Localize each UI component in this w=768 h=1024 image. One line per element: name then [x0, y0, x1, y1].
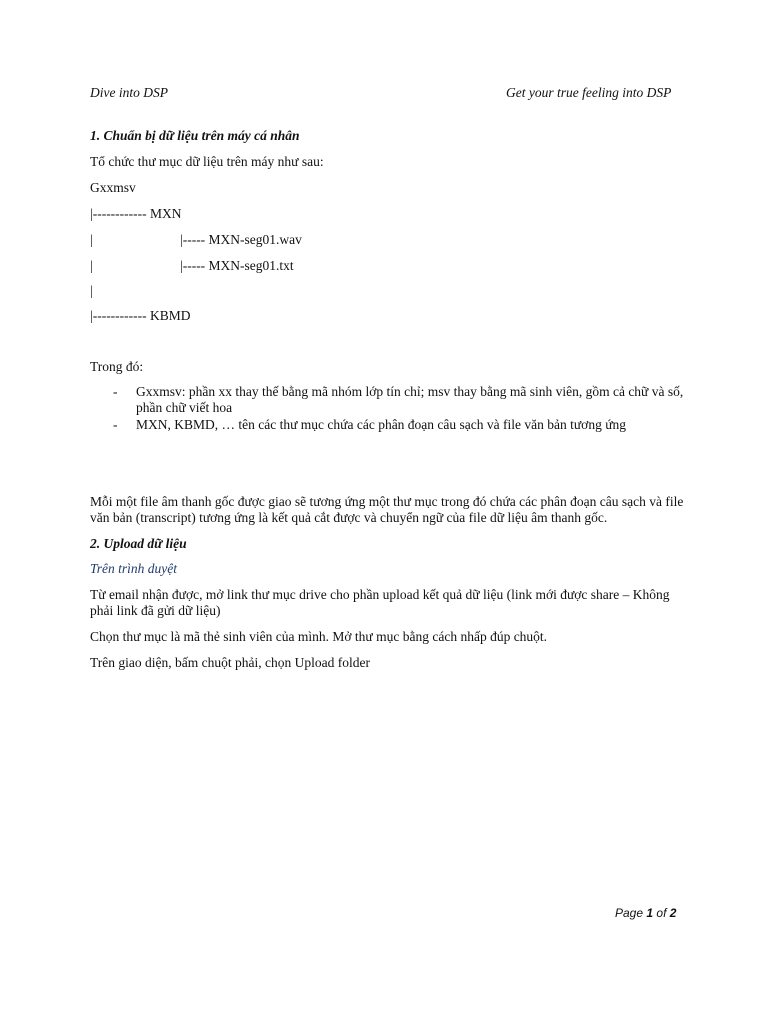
bullet-text: MXN, KBMD, … tên các thư mục chứa các phân đoạn câu sạch và file văn bản tương ứng: [136, 417, 627, 432]
instruction-paragraph: Chọn thư mục là mã thẻ sinh viên của mình. Mở thư mục bằng cách nhấp đúp chuột.: [90, 629, 548, 644]
section2-subheading: Trên trình duyệt: [90, 561, 177, 576]
section1-heading: 1. Chuẩn bị dữ liệu trên máy cá nhân: [90, 128, 300, 143]
section1-intro: Tổ chức thư mục dữ liệu trên máy như sau:: [90, 154, 324, 169]
bullet-text: Gxxmsv: phần xx thay thế bằng mã nhóm lớp tín chỉ; msv thay bằng mã sinh viên, gồm cả chữ và số, phần chữ viết hoa: [136, 384, 684, 415]
instruction-paragraph: Từ email nhận được, mở link thư mục drive cho phần upload kết quả dữ liệu (link mới được share – Không phải link đã gửi dữ liệu): [90, 587, 670, 618]
tree-file-wav: |----- MXN-seg01.wav: [180, 232, 302, 247]
tree-pipe: |: [90, 232, 93, 247]
header-right: Get your true feeling into DSP: [506, 85, 672, 100]
instruction-paragraph: Trên giao diện, bấm chuột phải, chọn Upload folder: [90, 655, 370, 670]
section2-heading: 2. Upload dữ liệu: [90, 536, 187, 551]
tree-file-txt: |----- MXN-seg01.txt: [180, 258, 294, 273]
note-paragraph: Mỗi một file âm thanh gốc được giao sẽ tương ứng một thư mục trong đó chứa các phân đoạn câu sạch và file văn bản (transcript) tương ứng là kết quả cắt được và chuyển ngữ của file dữ liệu âm thanh gốc.: [90, 494, 684, 525]
page-word: Page: [615, 906, 644, 920]
page-current: 1: [646, 906, 654, 920]
header-left: Dive into DSP: [90, 85, 168, 100]
tree-folder-kbmd: |------------ KBMD: [90, 308, 191, 323]
bullet-marker: -: [113, 384, 118, 399]
bullet-marker: -: [113, 417, 118, 432]
tree-pipe: |: [90, 258, 93, 273]
tree-pipe: |: [90, 283, 93, 298]
where-label: Trong đó:: [90, 359, 144, 374]
page-number: [615, 906, 676, 920]
of-word: of: [656, 906, 667, 920]
tree-folder-mxn: |------------ MXN: [90, 206, 182, 221]
tree-root: Gxxmsv: [90, 180, 136, 195]
page-total: 2: [669, 906, 677, 920]
